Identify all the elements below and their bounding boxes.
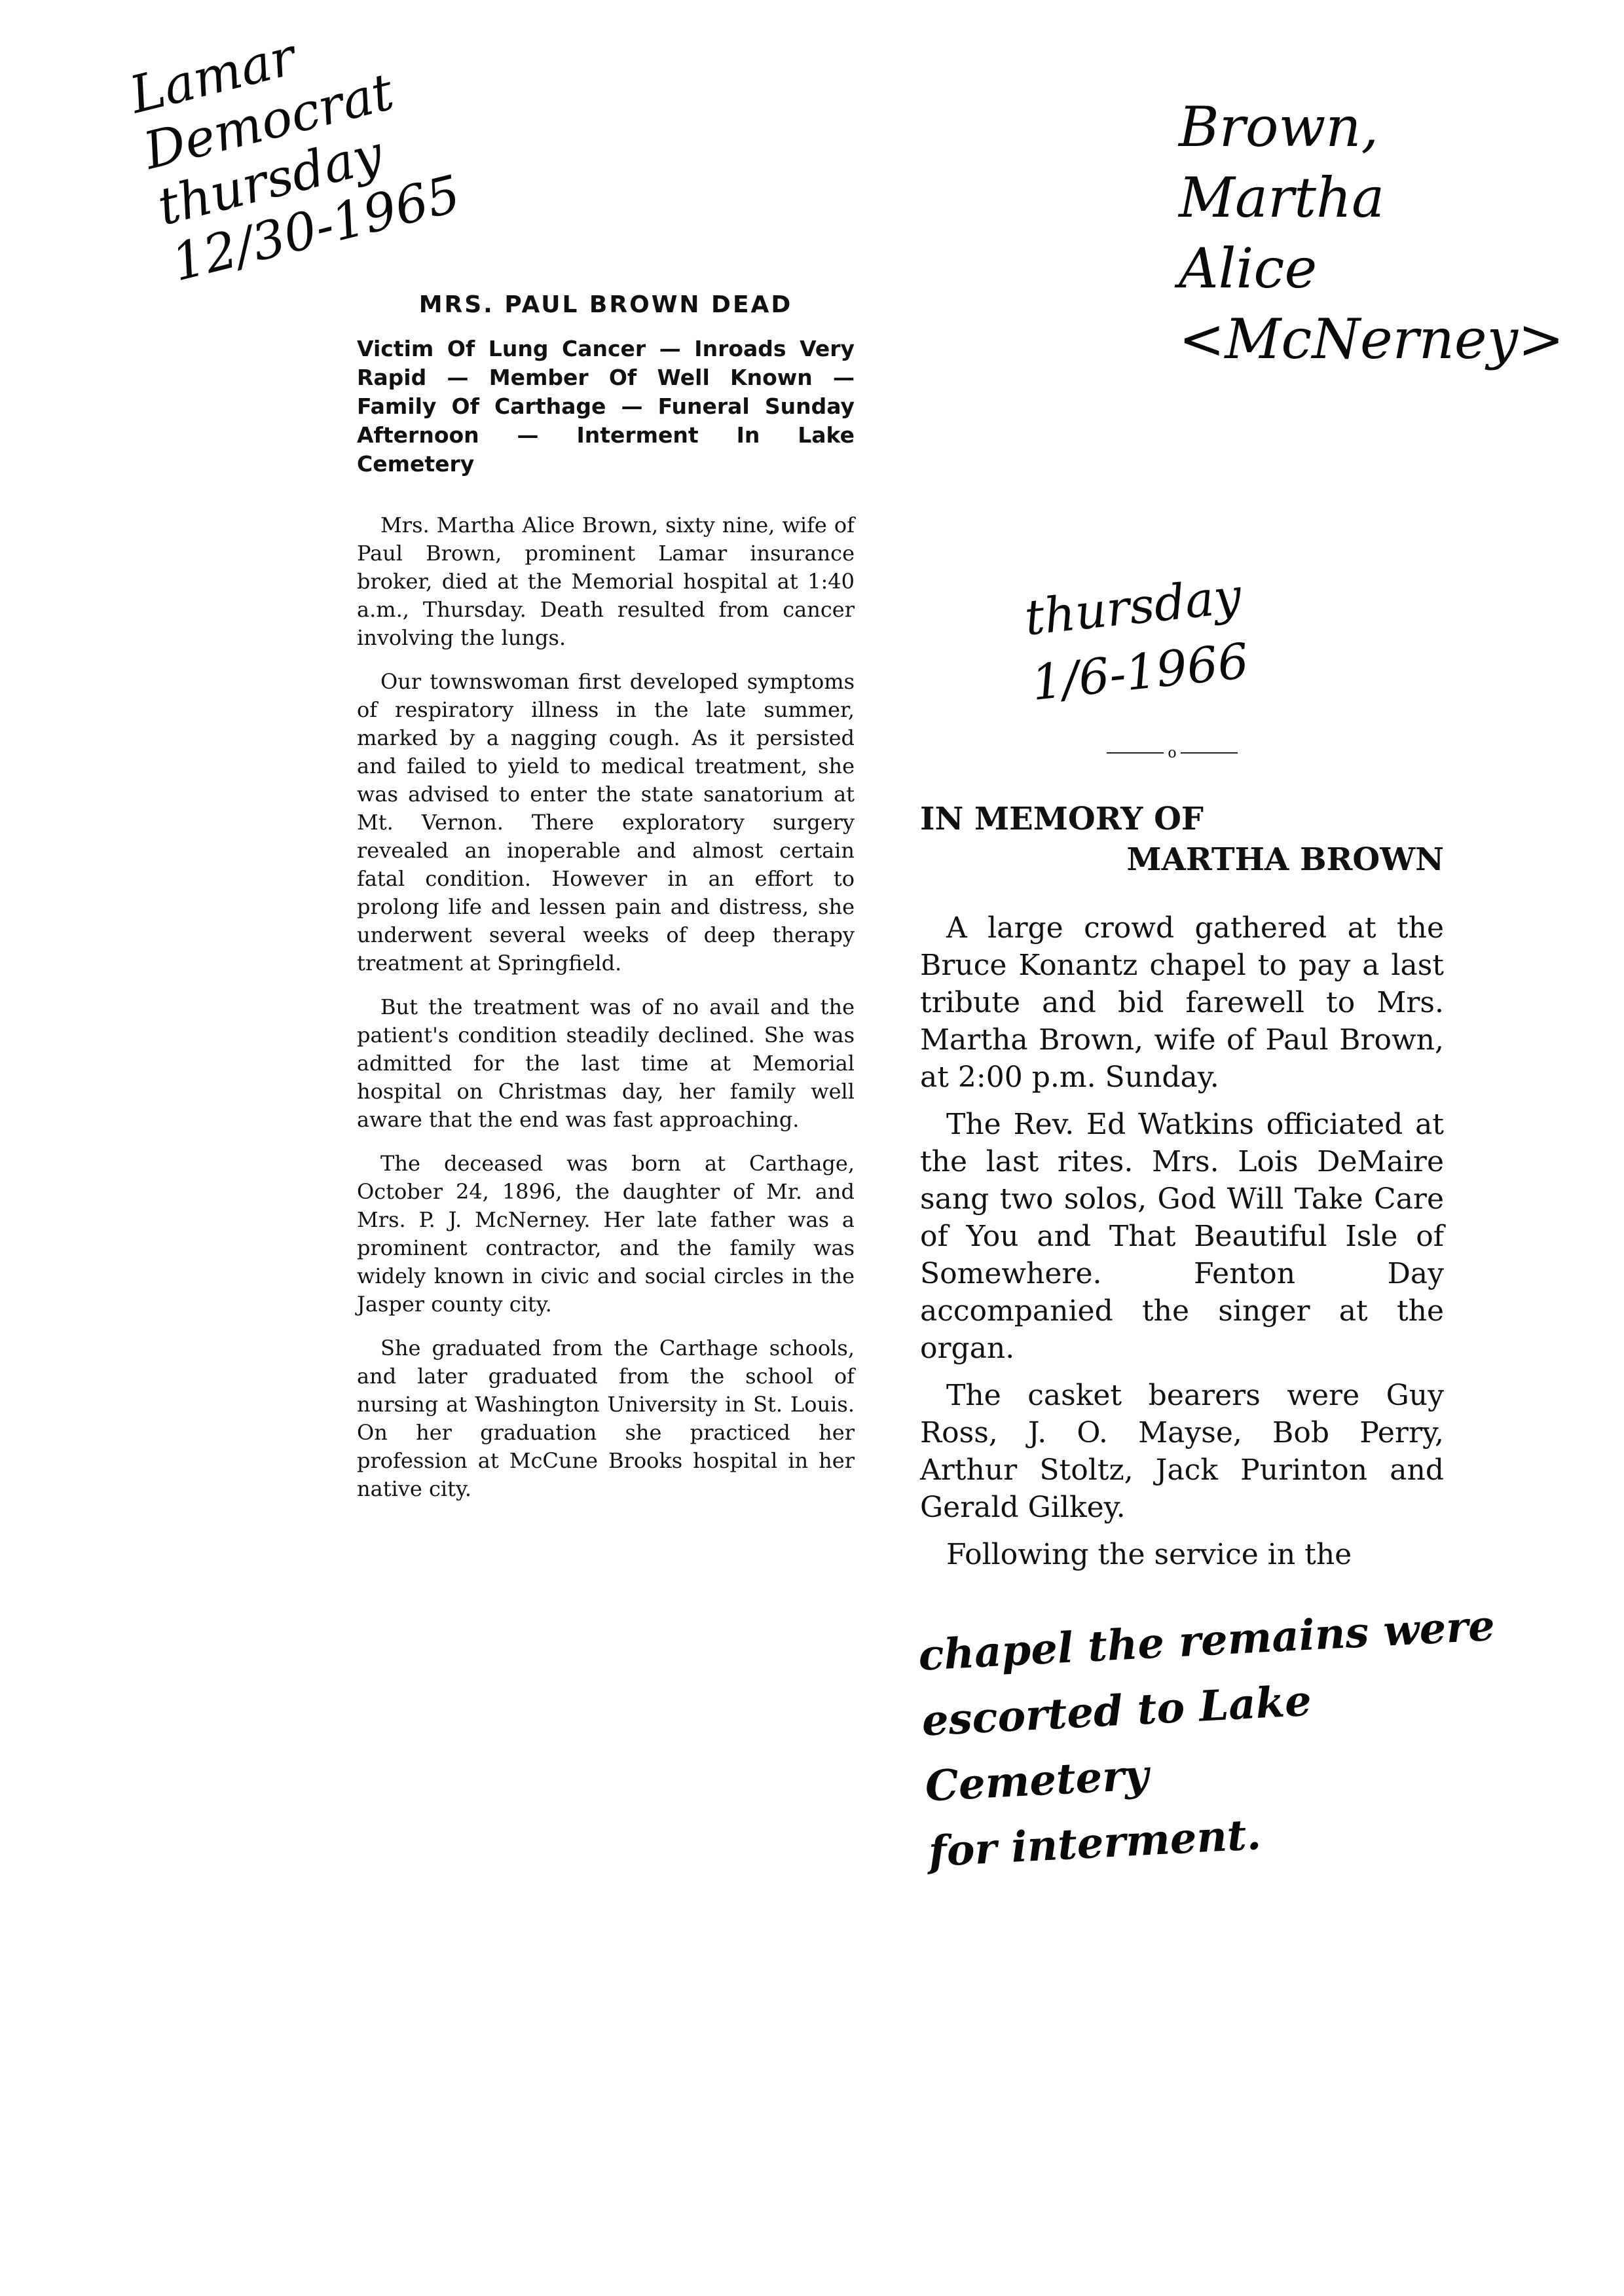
article-paragraph: She graduated from the Carthage schools, and later graduated from the school of nursing at Washington University in St. Louis. On her graduation she practiced her profession at McCune Brooks hospital in her native city. <box>357 1336 855 1501</box>
article-headline: MRS. PAUL BROWN DEAD <box>418 291 793 318</box>
obituary-article <box>357 291 855 1519</box>
memorial-paragraph: Following the service in the <box>946 1538 1352 1571</box>
article-paragraph: Mrs. Martha Alice Brown, sixty nine, wife of Paul Brown, prominent Lamar insurance broker, died at the Memorial hospital at 1:40 a.m., Thursday. Death resulted from cancer involving the lungs. <box>357 513 855 650</box>
memorial-title-line-1: IN MEMORY OF <box>920 801 1204 837</box>
divider-ornament: o <box>1168 744 1177 761</box>
article-paragraph: But the treatment was of no avail and the patient's condition steadily declined. She was admitted for the last time at Memorial hospital on Christmas day, her family well aware that the end was fast approaching. <box>357 994 855 1132</box>
handwritten-name-note: Brown, Martha Alice <McNerney> <box>1179 95 1564 371</box>
article-paragraph: Our townswoman first developed symptoms of respiratory illness in the late summer, marked by a nagging cough. As it persisted and failed to yield to medical treatment, she was advised to enter the state sanatorium at Mt. Vernon. There exploratory surgery revealed an inoperable and almost certain fatal condition. However in an effort to prolong life and lessen pain and distress, she underwent several weeks of deep therapy treatment at Springfield. <box>357 669 855 975</box>
section-divider <box>1107 745 1238 761</box>
memorial-paragraph: The Rev. Ed Watkins officiated at the last rites. Mrs. Lois DeMaire sang two solos, God Will Take Care of You and That Beautiful Isle of Somewhere. Fenton Day accompanied the singer at the organ. <box>920 1108 1444 1365</box>
memorial-article <box>920 799 1444 1583</box>
handwritten-publication-note: Lamar Democrat thursday 12/30-1965 <box>124 27 466 293</box>
article-paragraph: The deceased was born at Carthage, October 24, 1896, the daughter of Mr. and Mrs. P. J. McNerney. Her late father was a prominent contractor, and the family was widely known in civic and social circles in the Jasper county city. <box>357 1151 855 1317</box>
memorial-paragraph: A large crowd gathered at the Bruce Konantz chapel to pay a last tribute and bid farewell to Mrs. Martha Brown, wife of Paul Brown, at 2:00 p.m. Sunday. <box>920 911 1444 1094</box>
article-deck: Victim Of Lung Cancer — Inroads Very Rapid — Member Of Well Known — Family Of Carthage — Funeral Sunday Afternoon — Interment In Lake Cemetery <box>357 336 855 477</box>
memorial-paragraph: The casket bearers were Guy Ross, J. O. Mayse, Bob Perry, Arthur Stoltz, Jack Purinton and Gerald Gilkey. <box>920 1379 1444 1524</box>
memorial-title-line-2: MARTHA BROWN <box>1126 841 1444 878</box>
handwritten-continuation-note: chapel the remains were escorted to Lake Cemetery for interment. <box>917 1601 1496 1877</box>
handwritten-date-note: thursday 1/6-1966 <box>1022 568 1251 712</box>
